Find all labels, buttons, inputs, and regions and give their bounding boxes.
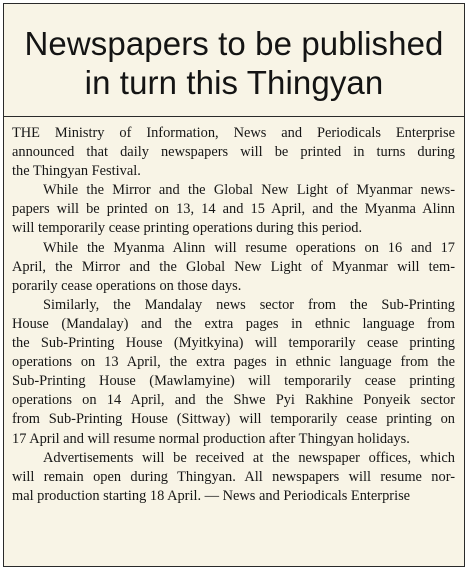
paragraph-line: operations on 14 April, and the Shwe Pyi Rakhine Ponyeik sector (12, 392, 455, 409)
paragraph-3 (12, 239, 455, 296)
paragraph-1 (12, 124, 455, 181)
paragraph-line: mal production starting 18 April. — News and Periodicals Enterprise (12, 487, 411, 504)
paragraph-5 (12, 449, 455, 506)
paragraph-line: will remain open during Thingyan. All newspapers will resume nor- (12, 468, 455, 485)
headline-line-1: Newspapers to be published (24, 25, 444, 62)
paragraph-line: THE Ministry of Information, News and Periodicals Enterprise (12, 125, 455, 141)
paragraph-line: the Sub-Printing House (Myitkyina) will temporarily cease printing (12, 335, 455, 352)
paragraph-line: House (Mandalay) and the extra pages in ethnic language from (12, 315, 455, 332)
paragraph-line: will temporarily cease printing operations during this period. (12, 220, 363, 237)
paragraph-line: 17 April and will resume normal production after Thingyan holidays. (12, 430, 410, 447)
headline-line-2: in turn this Thingyan (84, 64, 384, 101)
paragraph-2 (12, 181, 455, 238)
paragraph-line: Similarly, the Mandalay news sector from the Sub-Printing (43, 296, 455, 313)
paragraph-line: the Thingyan Festival. (12, 163, 141, 180)
paragraph-4 (12, 296, 455, 449)
article-body (4, 117, 464, 506)
paragraph-line: While the Mirror and the Global New Light of Myanmar news- (43, 182, 455, 199)
paragraph-line: papers will be printed on 13, 14 and 15 April, and the Myanma Alinn (12, 201, 455, 218)
paragraph-line: porarily cease operations on those days. (12, 277, 242, 294)
paragraph-line: While the Myanma Alinn will resume operations on 16 and 17 (43, 239, 455, 256)
paragraph-line: from Sub-Printing House (Sittway) will temporarily cease printing on (12, 411, 455, 428)
paragraph-line: Sub-Printing House (Mawlamyine) will temporarily cease printing (12, 373, 455, 390)
paragraph-line: operations on 13 April, the extra pages in ethnic language from the (12, 354, 455, 371)
paragraph-line: Advertisements will be received at the newspaper offices, which (43, 449, 455, 466)
headline (4, 4, 464, 102)
news-clipping (3, 3, 465, 567)
paragraph-line: announced that daily newspapers will be printed in turns during (12, 144, 455, 161)
paragraph-line: April, the Mirror and the Global New Light of Myanmar will tem- (12, 258, 455, 275)
